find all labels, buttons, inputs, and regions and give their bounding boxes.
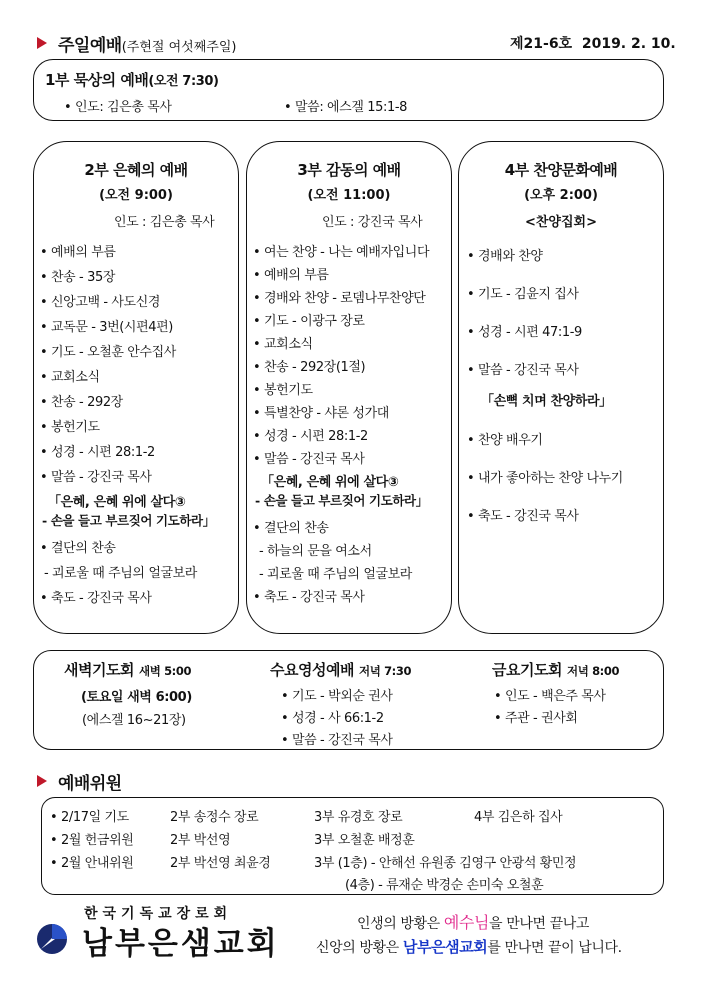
committee-title: 예배위원 [58, 774, 122, 794]
dawn-text: (에스겔 16~21장) [82, 713, 186, 728]
friday-title: 금요기도회 [492, 661, 562, 679]
service2-title: 2부 은혜의 예배 [84, 161, 188, 179]
service2-item: • 교회소식 [40, 370, 100, 385]
service4-item: • 기도 - 김윤지 집사 [467, 287, 579, 302]
friday-item: • 주관 - 권사회 [494, 711, 578, 726]
slogan-text: 을 만나면 끝나고 [489, 916, 589, 932]
committee-value: (4층) - 류재순 박경순 손미숙 오철훈 [345, 878, 544, 893]
church-logo-icon [35, 922, 69, 960]
service3-title: 3부 감동의 예배 [297, 161, 401, 179]
service2-item: • 신앙고백 - 사도신경 [40, 295, 161, 310]
service3-item: • 성경 - 시편 28:1-2 [253, 429, 368, 444]
service3-item: - 하늘의 문을 여소서 [259, 544, 372, 559]
service4-column [458, 141, 664, 634]
committee-label: • 2월 안내위원 [50, 856, 134, 871]
slogan-text: 신앙의 방황은 [316, 940, 403, 956]
wednesday-item: • 성경 - 사 66:1-2 [281, 711, 384, 726]
service3-item: • 축도 - 강진국 목사 [253, 590, 365, 605]
service3-sermon-title: 「은혜, 은혜 위에 살다③ [261, 475, 399, 490]
service2-item: • 성경 - 시편 28:1-2 [40, 445, 155, 460]
committee-value: 3부 유경호 장로 [314, 810, 403, 825]
slogan-line-1 [357, 910, 589, 933]
service4-subtitle: <찬양집회> [524, 215, 598, 230]
slogan-highlight: 남부은샘교회 [402, 938, 488, 956]
dawn-title: 새벽기도회 [64, 661, 134, 679]
service4-item: • 찬양 배우기 [467, 433, 543, 448]
service2-item: • 결단의 찬송 [40, 541, 116, 556]
wednesday-title: 수요영성예배 [270, 661, 354, 679]
service4-sermon-title: 「손뼉 치며 찬양하라」 [481, 394, 612, 409]
service2-column [33, 141, 239, 634]
service4-item: • 성경 - 시편 47:1-9 [467, 325, 582, 340]
slogan-text: 를 만나면 끝이 납니다. [487, 940, 622, 956]
service4-time: (오후 2:00) [524, 188, 598, 203]
issue-date: 2019. 2. 10. [581, 36, 676, 52]
friday-item: • 인도 - 백은주 목사 [494, 689, 606, 704]
service4-item: • 말씀 - 강진국 목사 [467, 363, 579, 378]
committee-value: 3부 (1층) - 안해선 유원종 김영구 안광석 황민정 [314, 856, 577, 871]
committee-value: 2부 송정수 장로 [170, 810, 259, 825]
service2-item: • 기도 - 오철훈 안수집사 [40, 345, 176, 360]
committee-label: • 2/17일 기도 [50, 810, 129, 825]
service2-item: - 괴로울 때 주님의 얼굴보라 [44, 566, 197, 581]
service2-item: • 봉헌기도 [40, 420, 100, 435]
committee-value: 2부 박선영 [170, 833, 231, 848]
slogan-text: 인생의 방황은 [357, 916, 444, 932]
wednesday-item: • 말씀 - 강진국 목사 [281, 733, 393, 748]
page-subtitle: (주현절 여섯째주일) [121, 40, 237, 55]
service3-column [246, 141, 452, 634]
service2-item: • 말씀 - 강진국 목사 [40, 470, 152, 485]
slogan-line-2 [316, 936, 622, 957]
dawn-time: 새벽 5:00 [139, 664, 192, 678]
service3-item: • 기도 - 이광구 장로 [253, 314, 365, 329]
service3-leader: 인도 : 강진국 목사 [322, 215, 423, 230]
page-header [58, 31, 236, 56]
service4-title: 4부 찬양문화예배 [504, 161, 618, 179]
service2-item: • 축도 - 강진국 목사 [40, 591, 152, 606]
service3-sermon-subtitle: - 손을 들고 부르짖어 기도하라」 [255, 493, 428, 508]
service3-item: • 경배와 찬양 - 로뎀나무찬양단 [253, 291, 426, 306]
service1-time: (오전 7:30) [148, 74, 219, 89]
slogan-highlight: 예수님 [443, 913, 490, 932]
bullet-arrow-icon [37, 775, 47, 787]
service2-item: • 교독문 - 3번(시편4편) [40, 320, 173, 335]
friday-time: 저녁 8:00 [567, 664, 620, 678]
service4-item: • 내가 좋아하는 찬양 나누기 [467, 471, 623, 486]
issue-number: 제21-6호 [510, 36, 573, 52]
service1-leader: • 인도: 김은총 목사 [64, 100, 172, 115]
service2-item: • 찬송 - 35장 [40, 270, 115, 285]
service4-item: • 축도 - 강진국 목사 [467, 509, 579, 524]
service3-item: • 말씀 - 강진국 목사 [253, 452, 365, 467]
service3-item: • 봉헌기도 [253, 383, 313, 398]
service3-item: • 교회소식 [253, 337, 313, 352]
committee-value: 4부 김은하 집사 [474, 810, 563, 825]
service2-sermon-subtitle: - 손을 들고 부르짖어 기도하라」 [42, 513, 215, 528]
service3-item: • 결단의 찬송 [253, 521, 329, 536]
wednesday-time: 저녁 7:30 [359, 664, 412, 678]
service3-item: • 여는 찬양 - 나는 예배자입니다 [253, 245, 430, 260]
issue-info [510, 33, 676, 53]
committee-label: • 2월 헌금위원 [50, 833, 134, 848]
service1-title: 1부 묵상의 예배 [45, 71, 149, 89]
denomination-name: 한국기독교장로회 [84, 906, 233, 922]
church-name: 남부은샘교회 [82, 926, 280, 962]
committee-value: 3부 오철훈 배정훈 [314, 833, 415, 848]
dawn-saturday: (토요일 새벽 6:00) [81, 690, 192, 705]
service2-sermon-title: 「은혜, 은혜 위에 살다③ [48, 495, 186, 510]
service3-item: • 예배의 부름 [253, 268, 329, 283]
committee-box [41, 797, 664, 895]
service2-item: • 찬송 - 292장 [40, 395, 123, 410]
service2-leader: 인도 : 김은총 목사 [114, 215, 215, 230]
page-title: 주일예배 [58, 36, 122, 56]
service2-time: (오전 9:00) [99, 188, 173, 203]
weekday-box [33, 650, 664, 750]
bullet-arrow-icon [37, 37, 47, 49]
service1-box [33, 59, 664, 121]
service2-item: • 예배의 부름 [40, 245, 116, 260]
service3-time: (오전 11:00) [307, 188, 391, 203]
service3-item: • 찬송 - 292장(1절) [253, 360, 366, 375]
service3-item: • 특별찬양 - 샤론 성가대 [253, 406, 389, 421]
wednesday-item: • 기도 - 박외순 권사 [281, 689, 393, 704]
committee-value: 2부 박선영 최윤경 [170, 856, 271, 871]
service4-item: • 경배와 찬양 [467, 249, 543, 264]
service3-item: - 괴로울 때 주님의 얼굴보라 [259, 567, 412, 582]
service1-sermon: • 말씀: 에스겔 15:1-8 [284, 100, 407, 115]
